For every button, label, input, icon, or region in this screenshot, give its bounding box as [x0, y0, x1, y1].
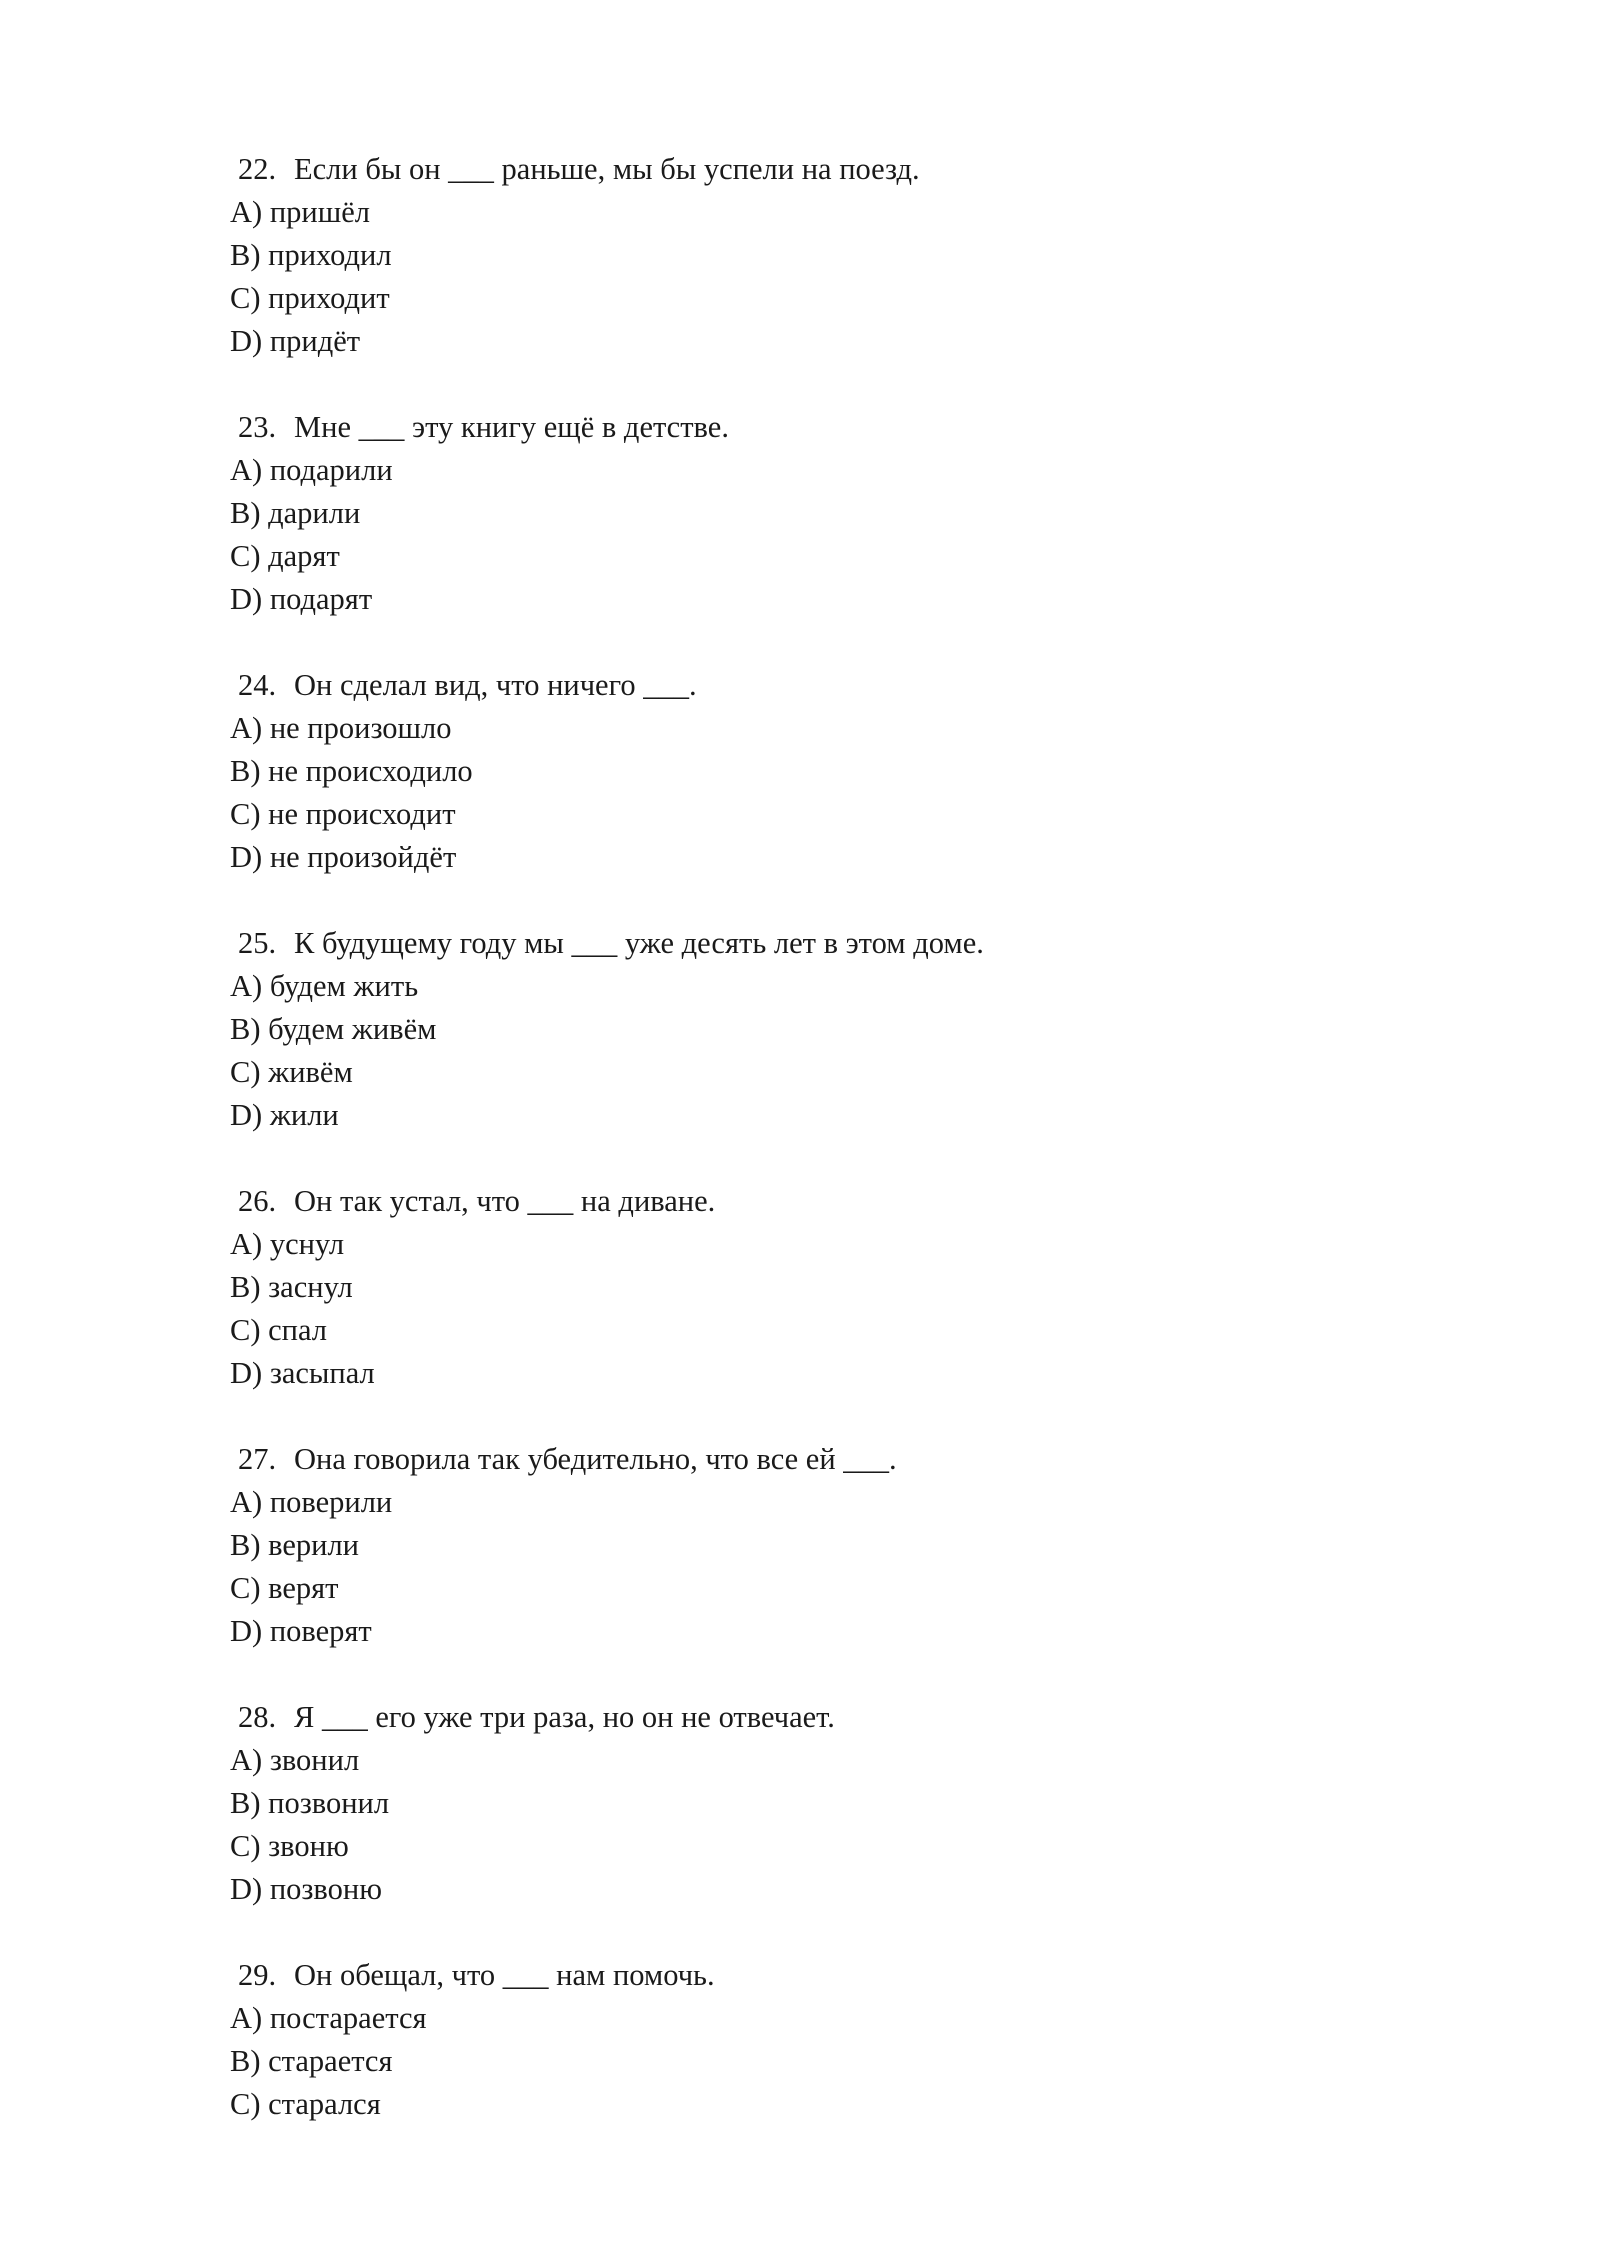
question-prompt — [230, 148, 1430, 191]
question-prompt — [230, 1180, 1430, 1223]
answer-option — [230, 1094, 1430, 1137]
answer-option — [230, 1997, 1430, 2040]
option-letter: C) — [230, 1055, 261, 1089]
answer-option — [230, 1309, 1430, 1352]
answer-option — [230, 1610, 1430, 1653]
option-letter: A) — [230, 711, 263, 745]
option-text: не происходит — [268, 797, 456, 831]
option-text: будем живём — [268, 1012, 437, 1046]
question-text: Она говорила так убедительно, что все ей ___. — [294, 1442, 897, 1476]
option-text: дарили — [268, 496, 361, 530]
question-23 — [230, 406, 1430, 621]
question-24 — [230, 664, 1430, 879]
question-29 — [230, 1954, 1430, 2126]
answer-option — [230, 965, 1430, 1008]
option-text: старался — [268, 2087, 381, 2121]
question-number: 25. — [238, 926, 277, 960]
option-text: уснул — [269, 1227, 345, 1261]
answer-option — [230, 449, 1430, 492]
answer-option — [230, 1051, 1430, 1094]
answer-option — [230, 492, 1430, 535]
option-letter: D) — [230, 582, 263, 616]
question-22 — [230, 148, 1430, 363]
answer-option — [230, 707, 1430, 750]
answer-option — [230, 1739, 1430, 1782]
option-letter: A) — [230, 1227, 263, 1261]
question-text: Он так устал, что ___ на диване. — [294, 1184, 716, 1218]
option-letter: C) — [230, 1571, 261, 1605]
option-text: спал — [268, 1313, 328, 1347]
option-text: придёт — [269, 324, 361, 358]
option-text: пришёл — [269, 195, 370, 229]
option-text: подарят — [269, 582, 373, 616]
question-number: 24. — [238, 668, 277, 702]
option-letter: C) — [230, 797, 261, 831]
option-letter: B) — [230, 1012, 261, 1046]
question-prompt — [230, 406, 1430, 449]
answer-option — [230, 1825, 1430, 1868]
question-26 — [230, 1180, 1430, 1395]
question-text: Если бы он ___ раньше, мы бы успели на поезд. — [294, 152, 920, 186]
answer-option — [230, 1782, 1430, 1825]
option-text: звоню — [268, 1829, 349, 1863]
answer-option — [230, 1868, 1430, 1911]
option-text: старается — [268, 2044, 393, 2078]
option-text: не происходило — [268, 754, 473, 788]
option-text: будем жить — [269, 969, 419, 1003]
answer-option — [230, 1008, 1430, 1051]
option-text: засыпал — [269, 1356, 375, 1390]
option-text: приходит — [268, 281, 390, 315]
option-text: позвонил — [268, 1786, 390, 1820]
option-letter: A) — [230, 195, 263, 229]
option-letter: D) — [230, 1614, 263, 1648]
option-letter: B) — [230, 2044, 261, 2078]
option-text: приходил — [268, 238, 392, 272]
option-text: позвоню — [269, 1872, 382, 1906]
answer-option — [230, 836, 1430, 879]
option-text: дарят — [268, 539, 340, 573]
option-letter: B) — [230, 754, 261, 788]
answer-option — [230, 1266, 1430, 1309]
answer-option — [230, 1352, 1430, 1395]
answer-option — [230, 750, 1430, 793]
question-number: 22. — [238, 152, 277, 186]
question-text: Мне ___ эту книгу ещё в детстве. — [294, 410, 729, 444]
answer-option — [230, 1223, 1430, 1266]
option-letter: D) — [230, 840, 263, 874]
option-letter: A) — [230, 2001, 263, 2035]
option-letter: C) — [230, 1829, 261, 1863]
question-number: 26. — [238, 1184, 277, 1218]
option-letter: D) — [230, 1098, 263, 1132]
option-letter: D) — [230, 324, 263, 358]
question-prompt — [230, 1696, 1430, 1739]
question-text: К будущему году мы ___ уже десять лет в этом доме. — [294, 926, 984, 960]
answer-option — [230, 535, 1430, 578]
option-letter: B) — [230, 1528, 261, 1562]
option-text: жили — [269, 1098, 339, 1132]
option-letter: A) — [230, 1743, 263, 1777]
question-text: Он обещал, что ___ нам помочь. — [294, 1958, 715, 1992]
option-text: верили — [268, 1528, 359, 1562]
question-number: 29. — [238, 1958, 277, 1992]
option-text: подарили — [269, 453, 393, 487]
question-text: Он сделал вид, что ничего ___. — [294, 668, 697, 702]
option-text: звонил — [269, 1743, 360, 1777]
answer-option — [230, 1481, 1430, 1524]
question-prompt — [230, 1954, 1430, 1997]
option-letter: A) — [230, 1485, 263, 1519]
question-25 — [230, 922, 1430, 1137]
answer-option — [230, 578, 1430, 621]
answer-option — [230, 234, 1430, 277]
question-prompt — [230, 664, 1430, 707]
option-letter: B) — [230, 1270, 261, 1304]
option-letter: A) — [230, 969, 263, 1003]
question-27 — [230, 1438, 1430, 1653]
option-letter: B) — [230, 496, 261, 530]
option-letter: C) — [230, 2087, 261, 2121]
option-text: поверили — [269, 1485, 393, 1519]
question-text: Я ___ его уже три раза, но он не отвечает. — [294, 1700, 835, 1734]
option-letter: C) — [230, 1313, 261, 1347]
answer-option — [230, 793, 1430, 836]
question-number: 28. — [238, 1700, 277, 1734]
question-prompt — [230, 1438, 1430, 1481]
question-list — [230, 148, 1430, 2169]
option-letter: B) — [230, 238, 261, 272]
option-letter: C) — [230, 539, 261, 573]
option-text: живём — [268, 1055, 353, 1089]
answer-option — [230, 1567, 1430, 1610]
option-letter: B) — [230, 1786, 261, 1820]
option-text: верят — [268, 1571, 339, 1605]
answer-option — [230, 277, 1430, 320]
answer-option — [230, 191, 1430, 234]
option-text: заснул — [268, 1270, 353, 1304]
question-28 — [230, 1696, 1430, 1911]
question-number: 27. — [238, 1442, 277, 1476]
question-prompt — [230, 922, 1430, 965]
answer-option — [230, 2040, 1430, 2083]
option-text: постарается — [269, 2001, 427, 2035]
option-letter: C) — [230, 281, 261, 315]
option-text: поверят — [269, 1614, 372, 1648]
option-text: не произошло — [269, 711, 452, 745]
option-text: не произойдёт — [269, 840, 457, 874]
answer-option — [230, 320, 1430, 363]
answer-option — [230, 2083, 1430, 2126]
option-letter: D) — [230, 1872, 263, 1906]
option-letter: D) — [230, 1356, 263, 1390]
option-letter: A) — [230, 453, 263, 487]
question-number: 23. — [238, 410, 277, 444]
answer-option — [230, 1524, 1430, 1567]
